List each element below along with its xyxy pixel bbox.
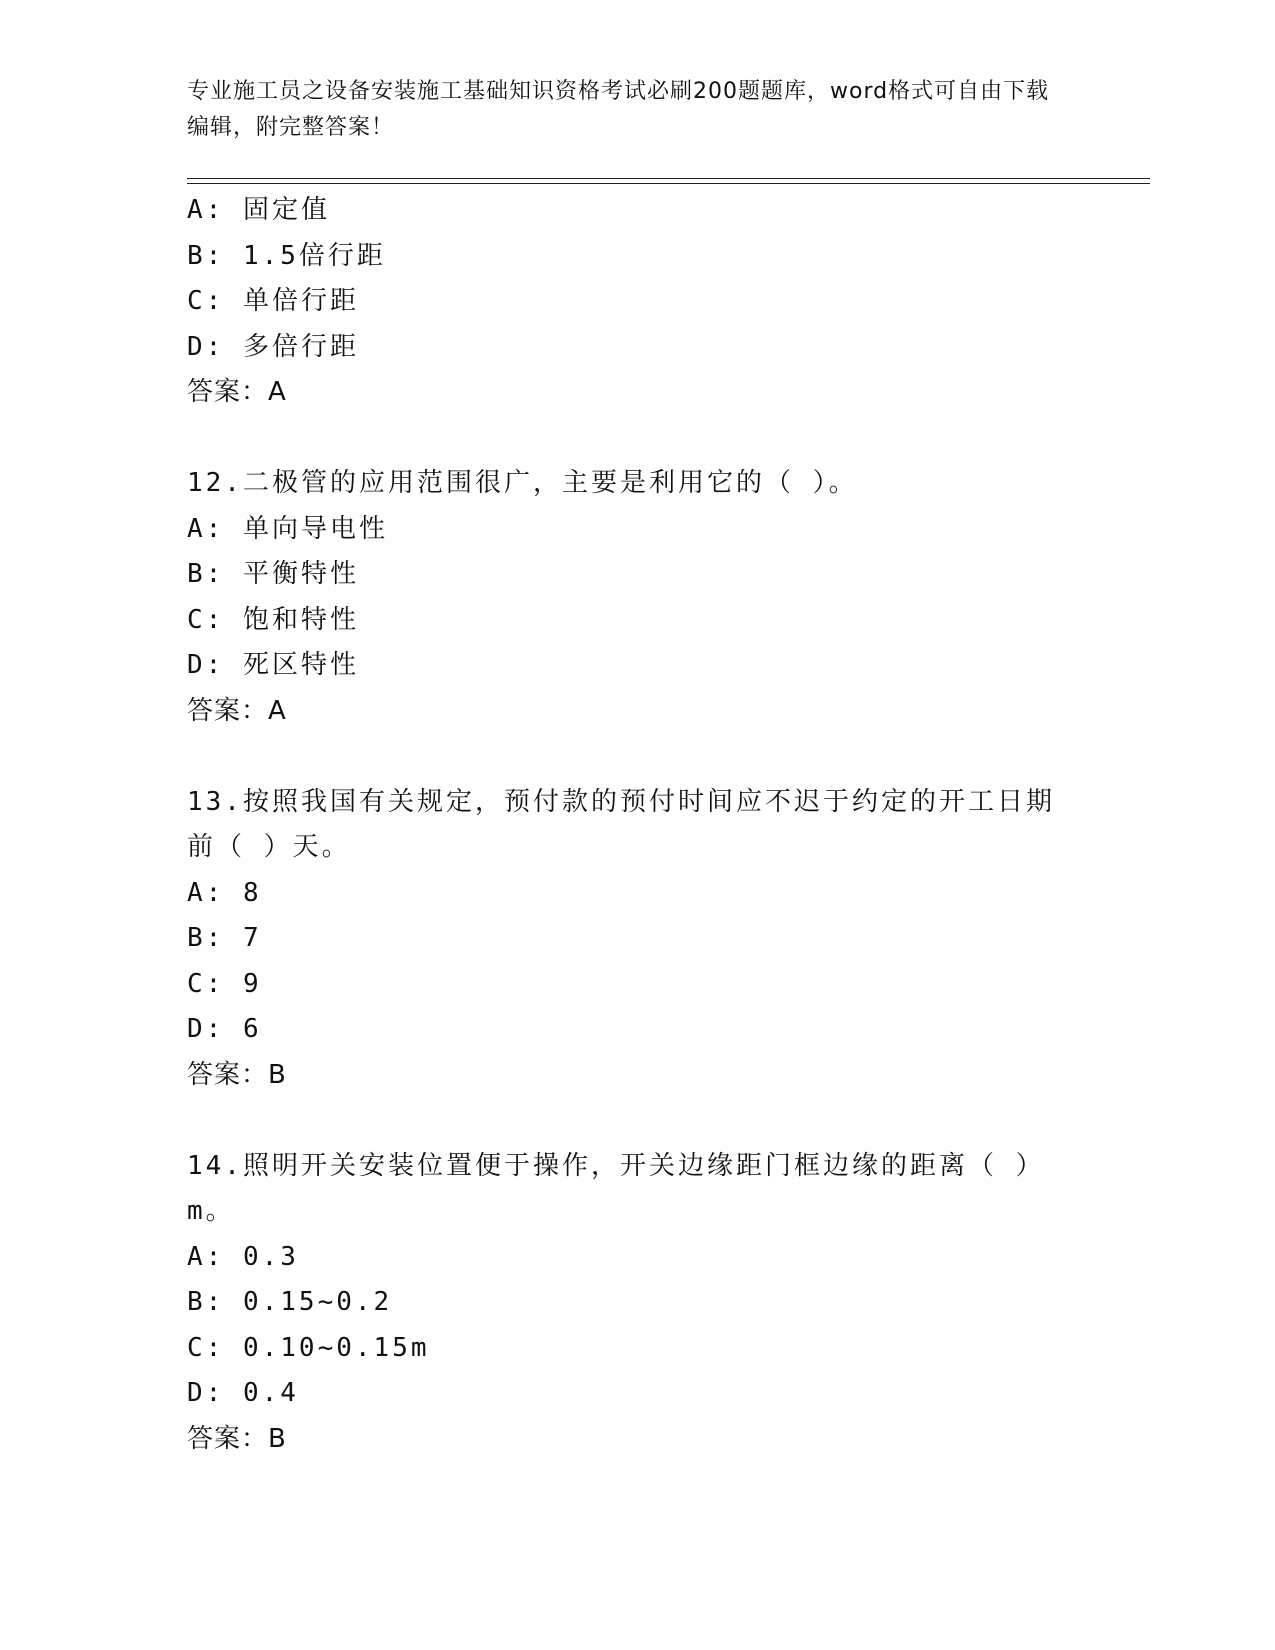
question-block-13: [187, 780, 1087, 1099]
option-d: D: 死区特性: [187, 650, 359, 680]
header-rule-bottom: [187, 183, 1150, 184]
option-c: C: 饱和特性: [187, 604, 359, 635]
option-b: B: 0.15~0.2: [187, 1287, 393, 1317]
option-a: A: 8: [187, 877, 262, 908]
question-text: 12.二极管的应用范围很广，主要是利用它的（ ）。: [187, 468, 858, 498]
option-c: C: 9: [187, 968, 262, 999]
option-a: A: 单向导电性: [187, 513, 388, 544]
question-block-12: [187, 461, 1087, 734]
option-b: B: 1.5倍行距: [187, 240, 386, 271]
answer-line: 答案：A: [187, 377, 287, 407]
question-block-14: [187, 1144, 1087, 1463]
option-a: A: 0.3: [187, 1241, 299, 1272]
option-c: C: 0.10~0.15m: [187, 1332, 430, 1363]
option-c: C: 单倍行距: [187, 286, 359, 316]
question-block-prev: [187, 188, 1087, 416]
option-d: D: 6: [187, 1014, 262, 1044]
document-title: 专业施工员之设备安装施工基础知识资格考试必刷200题题库，word格式可自由下载编辑，附完整答案！: [187, 79, 1050, 140]
question-text: 13.按照我国有关规定，预付款的预付时间应不迟于约定的开工日期前（ ）天。: [187, 786, 1055, 862]
header-rule-top: [187, 178, 1150, 179]
option-d: D: 0.4: [187, 1378, 299, 1408]
answer-line: 答案：A: [187, 695, 287, 726]
option-a: A: 固定值: [187, 195, 330, 225]
answer-line: 答案：B: [187, 1423, 287, 1454]
answer-line: 答案：B: [187, 1059, 287, 1090]
question-text: 14.照明开关安装位置便于操作，开关边缘距门框边缘的距离（ ）m。: [187, 1150, 1045, 1226]
question-list: [187, 188, 1087, 1462]
option-b: B: 7: [187, 923, 262, 953]
option-b: B: 平衡特性: [187, 559, 359, 589]
option-d: D: 多倍行距: [187, 331, 359, 362]
